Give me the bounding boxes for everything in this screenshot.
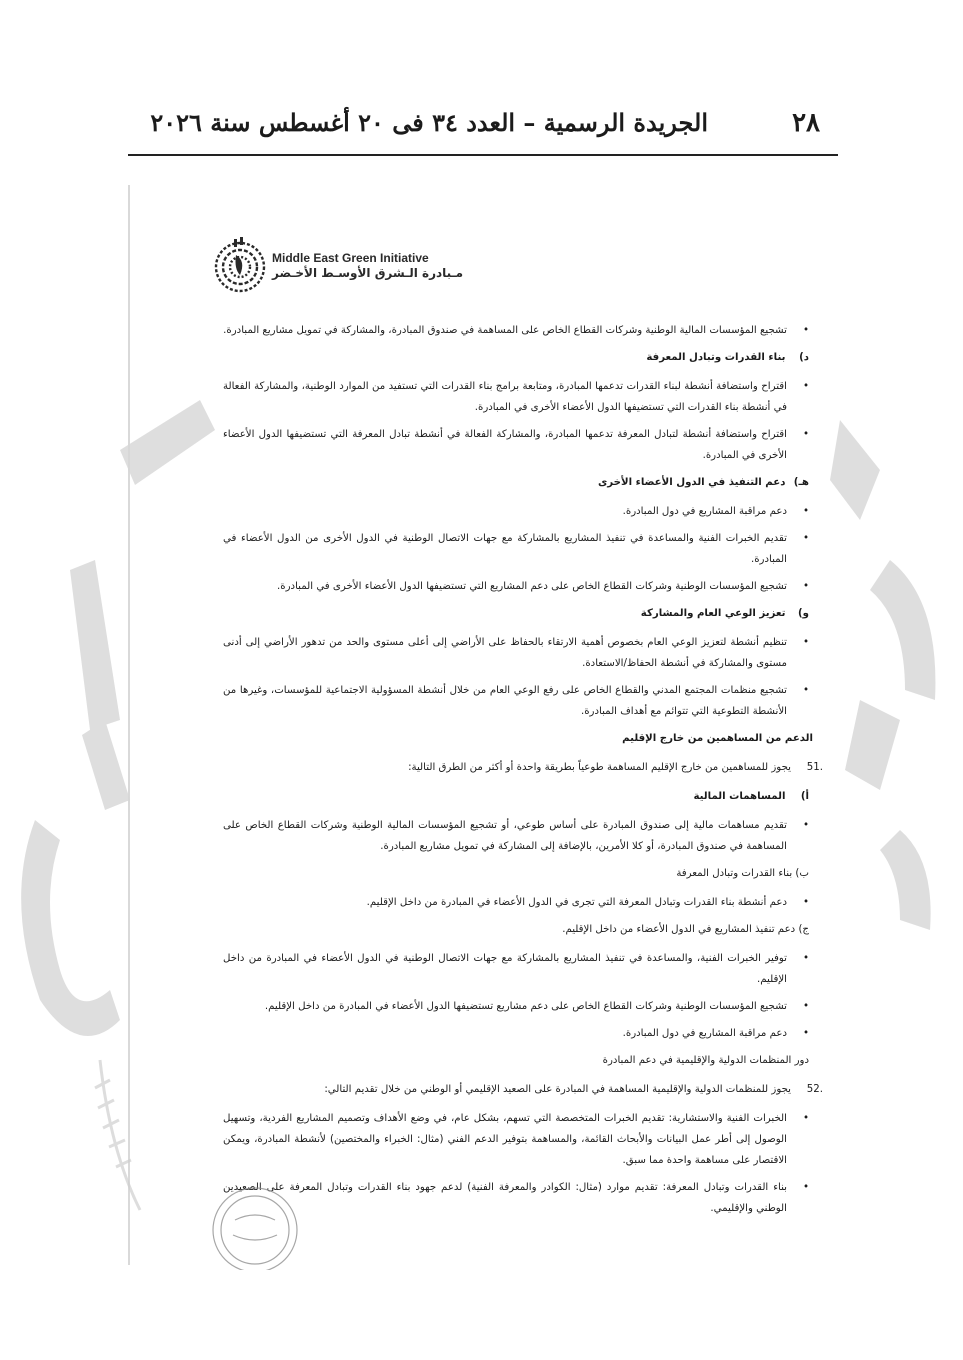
section-heading: ج) دعم تنفيذ المشاريع في الدول الأعضاء من داخل الإقليم. xyxy=(562,924,809,935)
gazette-title: الجريدة الرسمية – العدد ٣٤ فى ٢٠ أغسطس سنة ٢٠٢٦ xyxy=(150,108,708,137)
bullet-icon: • xyxy=(802,533,809,544)
list-item: • تقديم مساهمات مالية إلى صندوق المبادرة على أساس طوعي، أو تشجيع المؤسسات المالية الوطنية وشركات القطاع الخاص على المساهمة في صندوق المبادرة، أو كلا الأمرين، بالإضافة إلى المشاركة في تمويل مشاريع المبادرة. xyxy=(223,815,813,857)
bullet-icon: • xyxy=(802,1001,809,1012)
logo-arabic-text: مـبادرة الـشرق الأوسـط الأخـضر xyxy=(272,266,464,280)
scan-edge xyxy=(128,185,130,1265)
bullet-icon: • xyxy=(802,325,809,336)
bullet-icon: • xyxy=(802,506,809,517)
bullet-icon: • xyxy=(802,953,809,964)
list-item: • دعم مراقبة المشاريع في دول المبادرة. xyxy=(223,501,813,522)
list-item: • اقتراح واستضافة أنشطة لتبادل المعرفة تدعمها المبادرة، والمشاركة الفعالة في أنشطة تبادل المعرفة التي تستضيفها الدول الأعضاء الأخرى في المبادرة. xyxy=(223,424,813,466)
section-title: دور المنظمات الدولية والإقليمية في دعم المبادرة xyxy=(602,1055,809,1066)
list-item: • تشجيع المؤسسات الوطنية وشركات القطاع الخاص على دعم مشاريع تستضيفها الدول الأعضاء في المبادرة من داخل الإقليم. xyxy=(223,996,813,1017)
list-item: • دعم مراقبة المشاريع في دول المبادرة. xyxy=(223,1023,813,1044)
list-item: • الخبرات الفنية والاستشارية: تقديم الخبرات المتخصصة التي تسهم، بشكل عام، في وضع الأهداف وتصميم المشاريع الفردية، وتسهيل الوصول إلى أطر عمل البيانات والأبحاث القائمة، والمساهمة بتوفير الدعم الفني (مثال: الخبراء والمختصين) لأنشطة المبادرة، ويمكن الاقتصار على مساهمة واحدة مما سبق. xyxy=(223,1108,813,1171)
list-item: • تنظيم أنشطة لتعزيز الوعي العام بخصوص أهمية الارتقاء بالحفاظ على الأراضي إلى أعلى مستوى والحد من تدهور الأراضي إلى أدنى مستوى والمشاركة في أنشطة الحفاظ/الاستعادة. xyxy=(223,632,813,674)
initiative-emblem-icon xyxy=(212,235,268,295)
bullet-icon: • xyxy=(802,685,809,696)
section-title: الدعم من المساهمين من خارج الإقليم xyxy=(622,733,813,744)
list-item: • تقديم الخبرات الفنية والمساعدة في تنفيذ المشاريع بالمشاركة مع جهات الاتصال الوطنية في الدول الأخرى من الدول الأعضاء في المبادرة. xyxy=(223,528,813,570)
numbered-clause: 51. يجوز للمساهمين من خارج الإقليم المساهمة طوعياً بطريقة واحدة أو أكثر من الطرق التالية: xyxy=(408,762,823,773)
bullet-icon: • xyxy=(802,1182,809,1193)
list-item: • تشجيع منظمات المجتمع المدني والقطاع الخاص على رفع الوعي العام من خلال أنشطة المسؤولية الاجتماعية للمؤسسات، وغيرها من الأنشطة التطوعية التي تتوائم مع أهداف المبادرة. xyxy=(223,680,813,722)
bullet-icon: • xyxy=(802,1028,809,1039)
list-item: • تشجيع المؤسسات الوطنية وشركات القطاع الخاص على دعم المشاريع التي تستضيفها الدول الأعضاء الأخرى في المبادرة. xyxy=(223,576,813,597)
section-heading: هـ) دعم التنفيذ في الدول الأعضاء الأخرى xyxy=(597,477,809,488)
bullet-icon: • xyxy=(802,381,809,392)
section-heading: ب) بناء القدرات وتبادل المعرفة xyxy=(676,868,809,879)
bullet-icon: • xyxy=(802,820,809,831)
bullet-icon: • xyxy=(802,897,809,908)
section-heading: أ) المساهمات المالية xyxy=(693,791,809,802)
list-item: • توفير الخبرات الفنية، والمساعدة في تنفيذ المشاريع بالمشاركة مع جهات الاتصال الوطنية في الدول الأعضاء في المبادرة من داخل الإقليم. xyxy=(223,948,813,990)
list-item: • اقتراح واستضافة أنشطة لبناء القدرات تدعمها المبادرة، ومتابعة برامج بناء القدرات التي تستفيد من الموارد الوطنية، والمشاركة الفعالة في أنشطة بناء القدرات التي تستضيفها الدول الأعضاء الأخرى في المبادرة. xyxy=(223,376,813,418)
section-heading: و) تعزيز الوعي العام والمشاركة xyxy=(640,608,809,619)
bullet-icon: • xyxy=(802,581,809,592)
logo-english-text: Middle East Green Initiative xyxy=(272,251,429,265)
list-item: • تشجيع المؤسسات المالية الوطنية وشركات القطاع الخاص على المساهمة في صندوق المبادرة، والمشاركة في تمويل مشاريع المبادرة. xyxy=(223,320,813,341)
list-item: • بناء القدرات وتبادل المعرفة: تقديم موارد (مثال: الكوادر والمعرفة الفنية) لدعم جهود بناء القدرات وتبادل المعرفة على الصعيدين الوطني والإقليمي. xyxy=(223,1177,813,1219)
document-body xyxy=(223,320,823,1225)
list-item: • دعم أنشطة بناء القدرات وتبادل المعرفة التي تجرى في الدول الأعضاء في المبادرة من داخل الإقليم. xyxy=(223,892,813,913)
bullet-icon: • xyxy=(802,637,809,648)
bullet-icon: • xyxy=(802,429,809,440)
bullet-icon: • xyxy=(802,1113,809,1124)
numbered-clause: 52. يجوز للمنظمات الدولية والإقليمية المساهمة في المبادرة على الصعيد الإقليمي أو الوطني من خلال تقديم التالي: xyxy=(324,1084,823,1095)
page-header xyxy=(128,108,838,156)
official-stamp-icon xyxy=(205,1180,305,1270)
logo xyxy=(212,235,464,297)
page-number: ٢٨ xyxy=(792,108,820,138)
section-heading: د) بناء القدرات وتبادل المعرفة xyxy=(646,352,809,363)
